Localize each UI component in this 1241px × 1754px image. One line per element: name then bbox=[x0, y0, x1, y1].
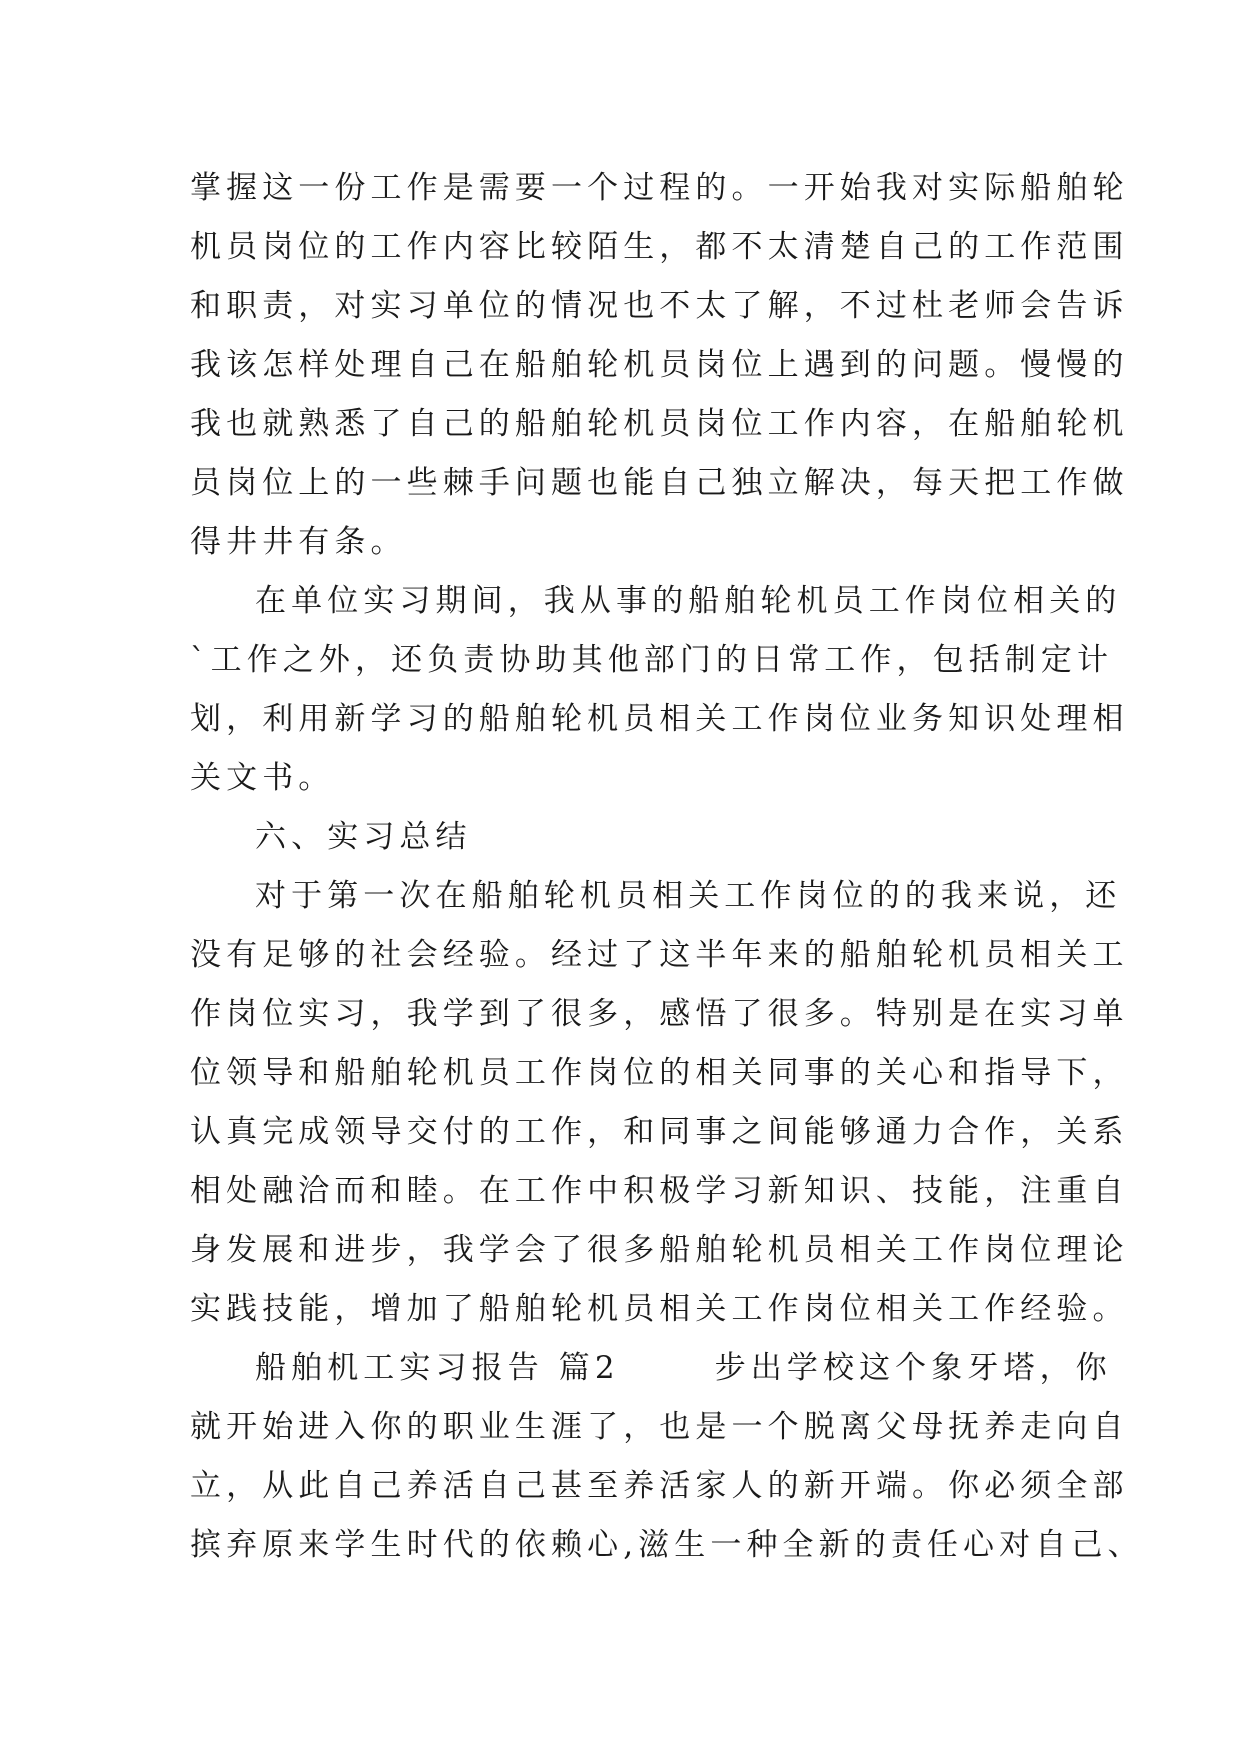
article-heading-line bbox=[190, 1339, 1112, 1398]
paragraph-line: 得井井有条。 bbox=[190, 524, 407, 560]
paragraph-line: 实践技能，增加了船舶轮机员相关工作岗位相关工作经验。 bbox=[190, 1291, 1129, 1327]
paragraph-line: 员岗位上的一些棘手问题也能自己独立解决，每天把工作做 bbox=[190, 465, 1129, 501]
paragraph-line: 我也就熟悉了自己的船舶轮机员岗位工作内容，在船舶轮机 bbox=[190, 406, 1129, 442]
paragraph-line: 划，利用新学习的船舶轮机员相关工作岗位业务知识处理相 bbox=[190, 701, 1129, 737]
paragraph-line: 就开始进入你的职业生涯了，也是一个脱离父母抚养走向自 bbox=[190, 1409, 1129, 1445]
paragraph-line: 摈弃原来学生时代的依赖心,滋生一种全新的责任心对自己、 bbox=[190, 1527, 1144, 1563]
paragraph-line: `工作之外，还负责协助其他部门的日常工作，包括制定计 bbox=[190, 642, 1114, 678]
paragraph-line: 位领导和船舶轮机员工作岗位的相关同事的关心和指导下， bbox=[190, 1055, 1129, 1091]
paragraph-line: 掌握这一份工作是需要一个过程的。一开始我对实际船舶轮 bbox=[190, 170, 1129, 206]
paragraph-line: 相处融洽而和睦。在工作中积极学习新知识、技能，注重自 bbox=[190, 1173, 1129, 1209]
paragraph-line: 关文书。 bbox=[190, 760, 335, 796]
paragraph-line: 没有足够的社会经验。经过了这半年来的船舶轮机员相关工 bbox=[190, 937, 1129, 973]
paragraph-line: 作岗位实习，我学到了很多，感悟了很多。特别是在实习单 bbox=[190, 996, 1129, 1032]
paragraph-line: 机员岗位的工作内容比较陌生，都不太清楚自己的工作范围 bbox=[190, 229, 1129, 265]
paragraph-line: 对于第一次在船舶轮机员相关工作岗位的的我来说，还 bbox=[255, 878, 1122, 914]
document-body bbox=[190, 159, 1144, 1575]
paragraph-line: 身发展和进步，我学会了很多船舶轮机员相关工作岗位理论 bbox=[190, 1232, 1129, 1268]
paragraph-line: 我该怎样处理自己在船舶轮机员岗位上遇到的问题。慢慢的 bbox=[190, 347, 1129, 383]
section-heading: 六、实习总结 bbox=[255, 819, 472, 855]
paragraph-line: 认真完成领导交付的工作，和同事之间能够通力合作，关系 bbox=[190, 1114, 1129, 1150]
article-intro: 步出学校这个象牙塔，你 bbox=[714, 1350, 1112, 1386]
paragraph-line: 在单位实习期间，我从事的船舶轮机员工作岗位相关的 bbox=[255, 583, 1122, 619]
paragraph-line: 和职责，对实习单位的情况也不太了解，不过杜老师会告诉 bbox=[190, 288, 1129, 324]
paragraph-line: 立，从此自己养活自己甚至养活家人的新开端。你必须全部 bbox=[190, 1468, 1129, 1504]
article-title: 船舶机工实习报告 篇2 bbox=[255, 1350, 620, 1386]
